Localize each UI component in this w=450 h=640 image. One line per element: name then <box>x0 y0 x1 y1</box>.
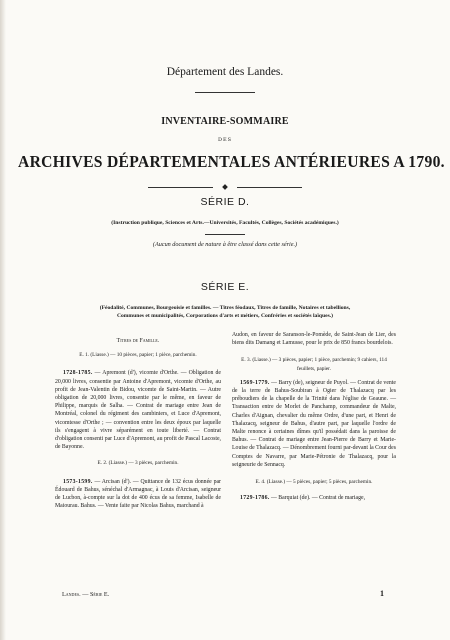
department-heading: Département des Landes. <box>166 66 284 78</box>
page-fold-shadow <box>0 0 6 640</box>
archives-title: ARCHIVES DÉPARTEMENTALES ANTÉRIEURES A 1790. <box>18 152 445 171</box>
entry-date: 1729-1786. <box>240 495 270 502</box>
serie-d-note: (Aucun document de nature à être classé dans cette série.) <box>152 241 298 248</box>
entry-text: — Barquiat (de). — Contrat de mariage, <box>269 495 366 502</box>
entry-text: — Apremont (d'), vicomte d'Orthe. — Obligation de 20,000 livres, consentie par Antoine d'Apremont, vicomte d'Orthe, au profit de Jean-Valentin de Bidou, vicomte de Saint-Martin. — Autre obligation de 20,000 livres, consentie par le même, en faveur de Philippe, marquis de Salha. — Contrat de mariage entre Jean de Montréal, colonel du régiment des cambiniers, et Luce d'Apremont, vicomtesse d'Orthe ; — convention entre les deux époux par laquelle ils s'engagent à vivre séparément en toute liberté. — Contrat d'obligation consenti par Luce d'Apremont, au profit de Pascal Lacoste, de Bayonne. <box>55 370 221 451</box>
page-footer: Landes. — Série E. <box>62 591 110 598</box>
rule-left <box>148 187 213 188</box>
inventory-title: INVENTAIRE-SOMMAIRE <box>161 116 289 127</box>
entry-text: — Arcisan (d'). — Quittance de 132 écus donnée par Édouard de Bahus, sénéchal d'Armagnac, à Louis d'Arcisan, seigneur de Lucbon, à-compte sur la dot de 400 écus de sa femme, Isabelle de Maiourau. Bahus. — Vente faite par Nicolas Bahus, marchand à <box>55 478 221 510</box>
serie-e-title: SÉRIE E. <box>200 281 250 293</box>
serie-d-subtitle: (Instruction publique, Sciences et Arts.—Universités, Facultés, Collèges, Sociétés académiques.) <box>111 220 339 226</box>
e2-reference: E. 2. (Liasse.) — 3 pièces, parchemin. <box>97 460 179 467</box>
entry-date: 1569-1779. <box>240 379 270 386</box>
entry-1573-1599 <box>55 478 221 511</box>
rule-right <box>237 187 302 188</box>
e4-reference: E. 4. (Liasse.) — 5 pièces, papier; 5 pièces, parchemin. <box>255 479 373 486</box>
serie-d-title: SÉRIE D. <box>200 196 250 208</box>
left-column <box>55 337 221 510</box>
page-number: 1 <box>380 589 384 598</box>
entry-1729-1786 <box>232 494 396 502</box>
rule-under-department <box>195 92 255 93</box>
continued-text: Audon, en faveur de Saranson-le-Pomède, de Saint-Jean de Lier, des biens dits Damang et Lamusse, pour le prix de 850 francs bourdelois. <box>232 332 396 347</box>
serie-e-subtitle-line2: Communes et municipalités, Corporations d'arts et métiers, Confréries et sociétés laïques.) <box>116 313 334 319</box>
entry-date: 1573-1599. <box>63 478 93 485</box>
entry-text: — Barry (de), seigneur de Puyol. — Contrat de vente de la terre de Bahus-Soubiran à Ogier de Thalazacq par les préboudiers de la chapelle de la Trinité dans l'église de Geaune. — Transaction entre de Morlet de Panchamp, commandeur de Malte, Charles d'Aignan, chevalier du même Ordre, d'une part, et Henri de Thalazacq, seigneur de Bahus, d'autre part, par laquelle l'ordre de Malte renonce à certaines dîmes qu'il possédait dans la paroisse de Bahus. — Contrat de mariage entre Jean-Pierre de Barry et Marie-Louise de Thalazacq. — Dénombrement fourni par-devant la Cour des Comptes de Navarre, par Marie-Pétronie de Thalazacq, pour la seigneurie de Sennacq. <box>232 379 396 468</box>
section-title: Titres de Famille. <box>116 338 160 344</box>
des-label: DES <box>217 137 233 143</box>
rule-serie-d <box>205 234 245 235</box>
e1-reference: E. 1. (Liasse.) — 10 pièces, papier; 1 pièce, parchemin. <box>79 352 197 359</box>
e3-reference: E. 3. (Liasse.) — 3 pièces, papier; 1 pièce, parchemin; 9 cahiers, 114 feuillets, papier. <box>241 357 387 372</box>
serie-e-subtitle-line1: (Féodalité, Communes, Bourgeoisie et familles. — Titres féodaux, Titres de famille, Notaires et tabellions, <box>99 305 351 311</box>
entry-date: 1728-1785. <box>63 370 93 377</box>
ornament-diamond <box>222 184 228 190</box>
right-column <box>232 331 396 502</box>
entry-1728-1785 <box>55 369 221 451</box>
entry-1569-1779 <box>232 379 396 469</box>
